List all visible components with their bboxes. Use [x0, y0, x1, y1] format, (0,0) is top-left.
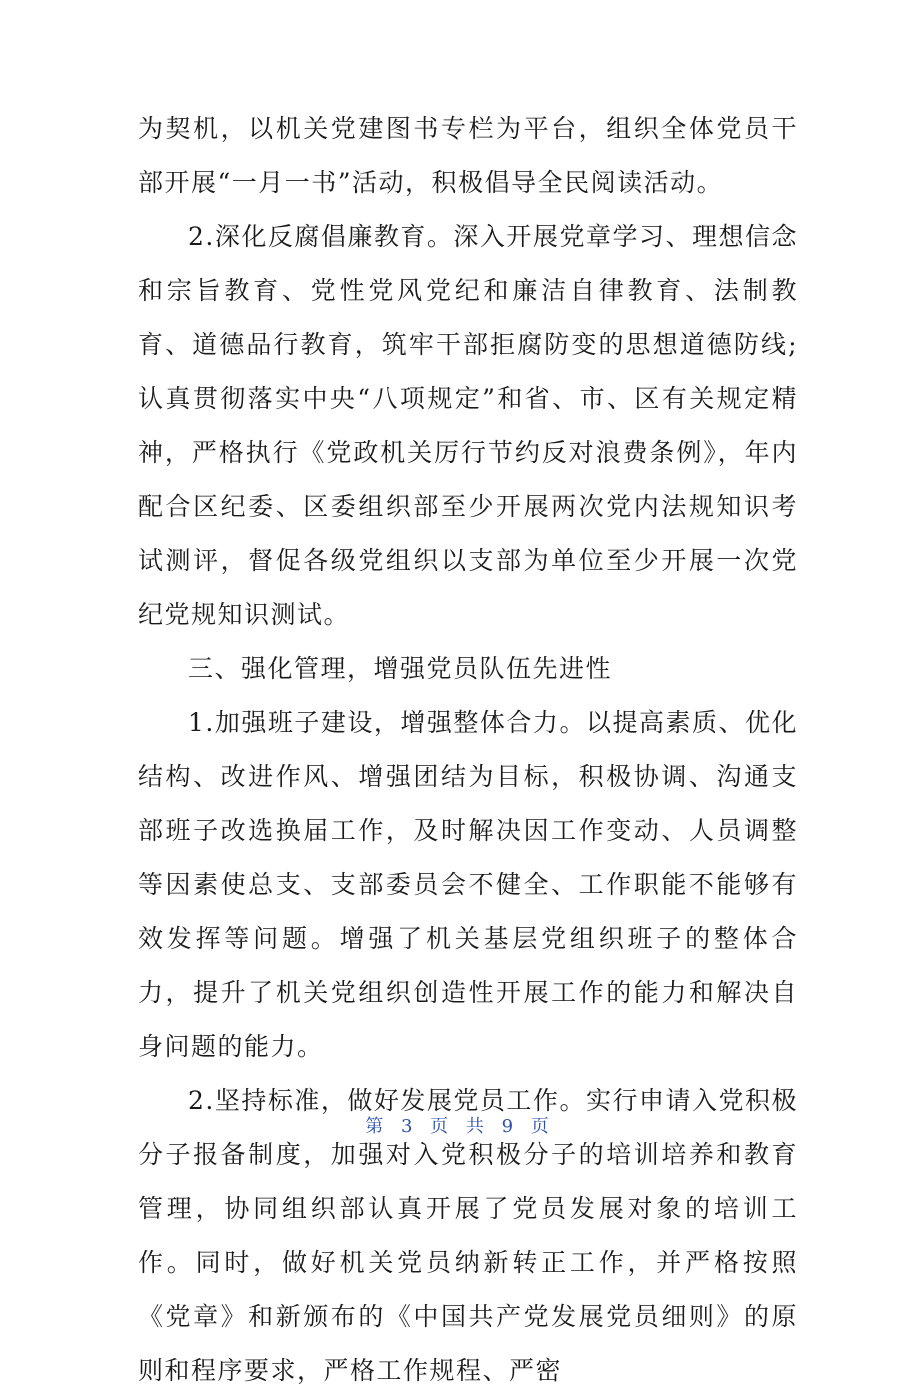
- paragraph-4: 2.坚持标准，做好发展党员工作。实行申请入党积极分子报备制度，加强对入党积极分子的培训培养和教育管理，协同组织部认真开展了党员发展对象的培训工作。同时，做好机关党员纳新转正工作，并严格按照《党章》和新颁布的《中国共产党发展党员细则》的原则和程序要求，严格工作规程、严密: [138, 1086, 798, 1385]
- section-heading: 三、强化管理，增强党员队伍先进性: [188, 654, 613, 683]
- paragraph-3: 1.加强班子建设，增强整体合力。以提高素质、优化结构、改进作风、增强团结为目标，积极协调、沟通支部班子改选换届工作，及时解决因工作变动、人员调整等因素使总支、支部委员会不健全、工作职能不能够有效发挥等问题。增强了机关基层党组织班子的整体合力，提升了机关党组织创造性开展工作的能力和解决自身问题的能力。: [138, 708, 798, 1061]
- page-number-footer: 第 3 页 共 9 页: [365, 1116, 555, 1137]
- paragraph-1: 为契机，以机关党建图书专栏为平台，组织全体党员干部开展“一月一书”活动，积极倡导全民阅读活动。: [138, 114, 798, 197]
- document-body: [138, 102, 798, 1398]
- paragraph-2: 2.深化反腐倡廉教育。深入开展党章学习、理想信念和宗旨教育、党性党风党纪和廉洁自律教育、法制教育、道德品行教育，筑牢干部拒腐防变的思想道德防线;认真贯彻落实中央“八项规定”和省、市、区有关规定精神，严格执行《党政机关厉行节约反对浪费条例》，年内配合区纪委、区委组织部至少开展两次党内法规知识考试测评，督促各级党组织以支部为单位至少开展一次党纪党规知识测试。: [138, 222, 798, 629]
